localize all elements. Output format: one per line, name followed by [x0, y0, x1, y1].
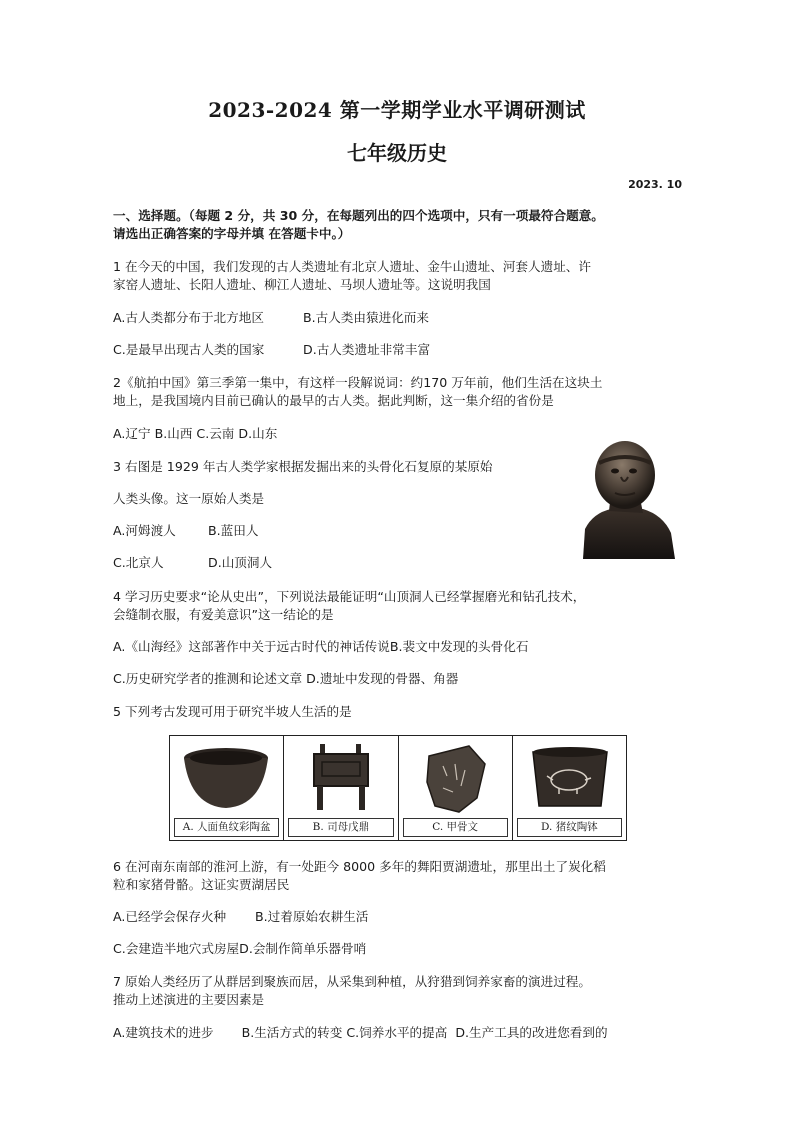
question-6-line2: 粒和家猪骨骼。这证实贾湖居民 — [113, 877, 290, 892]
question-2-line1: 2《航拍中国》第三季第一集中，有这样一段解说词：约170 万年前，他们生活在这块土 — [113, 375, 603, 390]
exam-subtitle: 七年级历史 — [347, 141, 447, 165]
q1-option-a: A.古人类都分布于北方地区 — [113, 310, 264, 325]
q6-option-a: A.已经学会保存火种 — [113, 909, 227, 924]
question-3-options-row1 — [113, 522, 258, 540]
question-3-line2: 人类头像。这一原始人类是 — [113, 491, 265, 506]
q3-option-c: C.北京人 — [113, 555, 164, 570]
artifact-d-caption: D. 猪纹陶钵 — [517, 818, 622, 837]
question-6-options-row1 — [113, 908, 368, 926]
exam-date: 2023. 10 — [628, 178, 682, 191]
question-1-line1: 1 在今天的中国，我们发现的古人类遗址有北京人遗址、金牛山遗址、河套人遗址、许 — [113, 259, 591, 274]
question-1-options-row1 — [113, 309, 429, 327]
question-7-line2: 推动上述演进的主要因素是 — [113, 992, 265, 1007]
q1-option-c: C.是最早出现古人类的国家 — [113, 342, 265, 357]
skull-reconstruction-bust-image — [573, 437, 681, 559]
question-3-line1: 3 右图是 1929 年古人类学家根据发掘出来的头骨化石复原的某原始 — [113, 459, 493, 474]
section-heading-line1: 一、选择题。（每题 2 分，共 30 分，在每题列出的四个选项中，只有一项最符合题意。 — [113, 208, 604, 223]
question-1-line2: 家窑人遗址、长阳人遗址、柳江人遗址、马坝人遗址等。这说明我国 — [113, 277, 491, 292]
question-2-line2: 地上，是我国境内目前已确认的最早的古人类。据此判断，这一集介绍的省份是 — [113, 393, 554, 408]
question-4-line1: 4 学习历史要求“论从史出”，下列说法最能证明“山顶洞人已经掌握磨光和钻孔技术， — [113, 589, 586, 604]
question-4-options-row1: A.《山海经》这部著作中关于远古时代的神话传说B.裴文中发现的头骨化石 — [113, 639, 529, 654]
artifact-image-strip — [169, 735, 627, 841]
q3-option-b: B.蓝田人 — [208, 523, 259, 538]
question-1-options-row2 — [113, 341, 430, 359]
question-2-options: A.辽宁 B.山西 C.云南 D.山东 — [113, 426, 278, 441]
question-4-options-row2: C.历史研究学者的推测和论述文章 D.遗址中发现的骨器、角器 — [113, 671, 459, 686]
section-heading-line2: 请选出正确答案的字母并填 在答题卡中。） — [113, 226, 351, 241]
artifact-c-caption: C. 甲骨文 — [403, 818, 508, 837]
artifact-b-simuwu-ding — [284, 736, 398, 840]
question-6-line1: 6 在河南东南部的淮河上游，有一处距今 8000 多年的舞阳贾湖遗址，那里出土了炭化稻 — [113, 859, 606, 874]
question-7-options: A.建筑技术的进步 B.生活方式的转变 C.饲养水平的提高 D.生产工具的改进您看到的 — [113, 1025, 608, 1040]
q1-option-d: D.古人类遗址非常丰富 — [303, 342, 431, 357]
artifact-a-painted-pottery-basin — [170, 736, 284, 840]
question-3-options-row2 — [113, 554, 272, 572]
q6-option-b: B.过着原始农耕生活 — [255, 909, 369, 924]
artifact-d-pig-pattern-bowl — [513, 736, 626, 840]
question-7-line1: 7 原始人类经历了从群居到聚族而居，从采集到种植，从狩猎到饲养家畜的演进过程。 — [113, 974, 591, 989]
artifact-c-oracle-bone — [399, 736, 513, 840]
q3-option-a: A.河姆渡人 — [113, 523, 176, 538]
question-5-line1: 5 下列考古发现可用于研究半坡人生活的是 — [113, 704, 352, 719]
question-4-line2: 会缝制衣服，有爱美意识”这一结论的是 — [113, 607, 334, 622]
question-6-options-row2: C.会建造半地穴式房屋D.会制作简单乐器骨哨 — [113, 941, 367, 956]
q3-option-d: D.山顶洞人 — [208, 555, 273, 570]
artifact-b-caption: B. 司母戊鼎 — [288, 818, 393, 837]
artifact-a-caption: A. 人面鱼纹彩陶盆 — [174, 818, 279, 837]
exam-title: 2023-2024 第一学期学业水平调研测试 — [208, 98, 586, 122]
q1-option-b: B.古人类由猿进化而来 — [303, 310, 429, 325]
